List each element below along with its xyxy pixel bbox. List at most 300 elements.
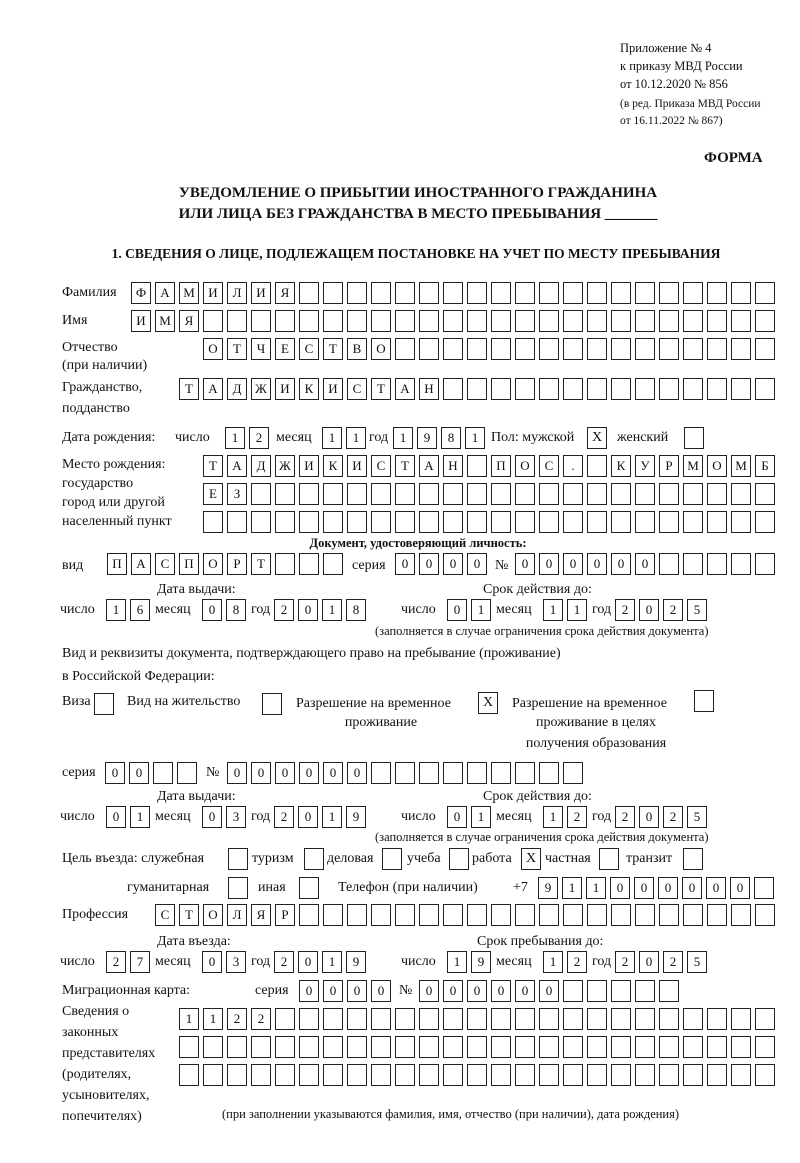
char-box[interactable] — [683, 511, 703, 533]
char-box[interactable]: С — [299, 338, 319, 360]
char-box[interactable] — [179, 1036, 199, 1058]
char-box[interactable] — [707, 1064, 727, 1086]
char-box[interactable] — [587, 483, 607, 505]
char-box[interactable]: Н — [419, 378, 439, 400]
purpose-private-checkbox[interactable] — [599, 848, 619, 870]
char-box[interactable]: В — [347, 338, 367, 360]
char-box[interactable] — [515, 338, 535, 360]
char-box[interactable] — [635, 511, 655, 533]
char-box[interactable]: О — [203, 904, 223, 926]
char-box[interactable]: С — [155, 904, 175, 926]
char-box[interactable] — [515, 282, 535, 304]
char-box[interactable] — [395, 904, 415, 926]
char-box[interactable] — [707, 282, 727, 304]
purpose-business-checkbox[interactable] — [382, 848, 402, 870]
char-box[interactable]: 0 — [443, 553, 463, 575]
char-box[interactable] — [731, 1036, 751, 1058]
char-box[interactable]: 2 — [274, 599, 294, 621]
char-box[interactable]: 0 — [323, 980, 343, 1002]
char-box[interactable] — [299, 1008, 319, 1030]
char-box[interactable] — [587, 1064, 607, 1086]
char-box[interactable]: 1 — [393, 427, 413, 449]
char-box[interactable] — [419, 483, 439, 505]
char-box[interactable] — [659, 1064, 679, 1086]
char-box[interactable] — [443, 338, 463, 360]
char-box[interactable] — [611, 1064, 631, 1086]
char-box[interactable] — [611, 904, 631, 926]
char-box[interactable]: Р — [275, 904, 295, 926]
char-box[interactable] — [611, 310, 631, 332]
char-box[interactable]: 1 — [567, 599, 587, 621]
char-box[interactable] — [515, 483, 535, 505]
char-box[interactable] — [539, 483, 559, 505]
char-box[interactable]: А — [419, 455, 439, 477]
sex-male-checkbox[interactable]: X — [587, 427, 607, 449]
char-box[interactable]: У — [635, 455, 655, 477]
char-box[interactable] — [467, 762, 487, 784]
char-box[interactable] — [419, 762, 439, 784]
char-box[interactable] — [515, 1008, 535, 1030]
char-box[interactable]: Е — [203, 483, 223, 505]
char-box[interactable]: 1 — [586, 877, 606, 899]
char-box[interactable] — [563, 282, 583, 304]
char-box[interactable]: Я — [251, 904, 271, 926]
char-box[interactable]: А — [395, 378, 415, 400]
char-box[interactable] — [443, 1008, 463, 1030]
char-box[interactable]: 1 — [543, 806, 563, 828]
char-box[interactable] — [659, 1036, 679, 1058]
char-box[interactable] — [491, 762, 511, 784]
char-box[interactable] — [275, 310, 295, 332]
char-box[interactable] — [755, 1008, 775, 1030]
char-box[interactable] — [323, 511, 343, 533]
char-box[interactable] — [635, 904, 655, 926]
char-box[interactable]: 2 — [663, 599, 683, 621]
char-box[interactable] — [635, 1008, 655, 1030]
char-box[interactable] — [467, 282, 487, 304]
char-box[interactable] — [563, 1008, 583, 1030]
char-box[interactable]: 0 — [347, 980, 367, 1002]
char-box[interactable] — [683, 378, 703, 400]
char-box[interactable]: 8 — [441, 427, 461, 449]
char-box[interactable] — [635, 1036, 655, 1058]
char-box[interactable] — [515, 1036, 535, 1058]
char-box[interactable] — [659, 904, 679, 926]
char-box[interactable] — [491, 282, 511, 304]
char-box[interactable]: 0 — [611, 553, 631, 575]
char-box[interactable] — [707, 511, 727, 533]
char-box[interactable] — [755, 1064, 775, 1086]
char-box[interactable]: 1 — [322, 806, 342, 828]
char-box[interactable] — [659, 980, 679, 1002]
char-box[interactable] — [203, 511, 223, 533]
char-box[interactable] — [563, 980, 583, 1002]
char-box[interactable] — [467, 310, 487, 332]
char-box[interactable]: 0 — [106, 806, 126, 828]
purpose-official-checkbox[interactable] — [228, 848, 248, 870]
char-box[interactable] — [659, 310, 679, 332]
char-box[interactable]: С — [347, 378, 367, 400]
char-box[interactable]: Р — [227, 553, 247, 575]
char-box[interactable] — [611, 980, 631, 1002]
char-box[interactable]: 0 — [419, 980, 439, 1002]
char-box[interactable] — [707, 1008, 727, 1030]
char-box[interactable] — [371, 1008, 391, 1030]
char-box[interactable] — [635, 282, 655, 304]
char-box[interactable] — [371, 511, 391, 533]
char-box[interactable] — [443, 282, 463, 304]
char-box[interactable]: 0 — [443, 980, 463, 1002]
char-box[interactable]: И — [299, 455, 319, 477]
char-box[interactable]: 1 — [179, 1008, 199, 1030]
char-box[interactable]: 2 — [249, 427, 269, 449]
char-box[interactable] — [539, 1064, 559, 1086]
char-box[interactable]: 2 — [615, 599, 635, 621]
purpose-tourism-checkbox[interactable] — [304, 848, 324, 870]
char-box[interactable]: Ф — [131, 282, 151, 304]
char-box[interactable] — [659, 282, 679, 304]
char-box[interactable] — [419, 1036, 439, 1058]
char-box[interactable] — [755, 904, 775, 926]
char-box[interactable]: 9 — [417, 427, 437, 449]
char-box[interactable] — [419, 1064, 439, 1086]
char-box[interactable] — [587, 1036, 607, 1058]
char-box[interactable]: М — [683, 455, 703, 477]
char-box[interactable] — [419, 1008, 439, 1030]
char-box[interactable]: 0 — [347, 762, 367, 784]
char-box[interactable]: 8 — [226, 599, 246, 621]
char-box[interactable]: Н — [443, 455, 463, 477]
char-box[interactable] — [371, 282, 391, 304]
char-box[interactable]: 5 — [687, 806, 707, 828]
char-box[interactable]: К — [299, 378, 319, 400]
char-box[interactable] — [371, 904, 391, 926]
char-box[interactable] — [251, 1036, 271, 1058]
char-box[interactable] — [347, 1064, 367, 1086]
char-box[interactable]: 0 — [610, 877, 630, 899]
char-box[interactable] — [419, 904, 439, 926]
char-box[interactable]: А — [131, 553, 151, 575]
char-box[interactable]: 0 — [299, 980, 319, 1002]
char-box[interactable] — [587, 980, 607, 1002]
char-box[interactable] — [635, 483, 655, 505]
char-box[interactable] — [153, 762, 173, 784]
char-box[interactable] — [347, 282, 367, 304]
char-box[interactable] — [659, 1008, 679, 1030]
char-box[interactable] — [683, 282, 703, 304]
char-box[interactable] — [563, 1064, 583, 1086]
char-box[interactable] — [347, 904, 367, 926]
char-box[interactable]: Я — [179, 310, 199, 332]
char-box[interactable]: 0 — [467, 553, 487, 575]
char-box[interactable]: 2 — [615, 951, 635, 973]
char-box[interactable] — [515, 1064, 535, 1086]
purpose-work-checkbox[interactable]: X — [521, 848, 541, 870]
char-box[interactable]: И — [251, 282, 271, 304]
char-box[interactable]: 0 — [298, 951, 318, 973]
char-box[interactable]: 1 — [471, 599, 491, 621]
char-box[interactable]: 9 — [346, 951, 366, 973]
char-box[interactable]: 0 — [202, 951, 222, 973]
char-box[interactable]: 0 — [730, 877, 750, 899]
char-box[interactable]: 5 — [687, 951, 707, 973]
char-box[interactable]: Б — [755, 455, 775, 477]
char-box[interactable] — [539, 1036, 559, 1058]
char-box[interactable]: А — [227, 455, 247, 477]
char-box[interactable] — [611, 511, 631, 533]
char-box[interactable] — [755, 282, 775, 304]
purpose-humanitarian-checkbox[interactable] — [228, 877, 248, 899]
purpose-other-checkbox[interactable] — [299, 877, 319, 899]
char-box[interactable] — [419, 282, 439, 304]
char-box[interactable] — [707, 1036, 727, 1058]
char-box[interactable]: 2 — [663, 806, 683, 828]
char-box[interactable] — [731, 553, 751, 575]
char-box[interactable]: . — [563, 455, 583, 477]
char-box[interactable]: 0 — [105, 762, 125, 784]
char-box[interactable] — [563, 511, 583, 533]
char-box[interactable]: И — [131, 310, 151, 332]
char-box[interactable] — [683, 483, 703, 505]
char-box[interactable] — [707, 310, 727, 332]
char-box[interactable] — [323, 483, 343, 505]
char-box[interactable] — [395, 1064, 415, 1086]
char-box[interactable] — [443, 904, 463, 926]
char-box[interactable]: Ч — [251, 338, 271, 360]
char-box[interactable] — [563, 310, 583, 332]
char-box[interactable]: 1 — [322, 427, 342, 449]
char-box[interactable]: 0 — [323, 762, 343, 784]
char-box[interactable]: 1 — [322, 599, 342, 621]
char-box[interactable] — [515, 378, 535, 400]
char-box[interactable] — [515, 904, 535, 926]
char-box[interactable]: 1 — [225, 427, 245, 449]
char-box[interactable]: 5 — [687, 599, 707, 621]
char-box[interactable]: С — [155, 553, 175, 575]
char-box[interactable] — [707, 483, 727, 505]
char-box[interactable]: 0 — [658, 877, 678, 899]
char-box[interactable] — [323, 904, 343, 926]
char-box[interactable] — [347, 310, 367, 332]
char-box[interactable]: 1 — [471, 806, 491, 828]
char-box[interactable] — [395, 310, 415, 332]
char-box[interactable] — [299, 282, 319, 304]
char-box[interactable]: О — [707, 455, 727, 477]
char-box[interactable]: 0 — [227, 762, 247, 784]
char-box[interactable]: С — [371, 455, 391, 477]
char-box[interactable] — [659, 378, 679, 400]
char-box[interactable] — [227, 1036, 247, 1058]
char-box[interactable] — [491, 1036, 511, 1058]
char-box[interactable] — [467, 1064, 487, 1086]
char-box[interactable] — [395, 483, 415, 505]
char-box[interactable] — [227, 511, 247, 533]
char-box[interactable] — [275, 483, 295, 505]
char-box[interactable] — [707, 904, 727, 926]
visa-checkbox[interactable] — [94, 693, 114, 715]
char-box[interactable] — [635, 1064, 655, 1086]
char-box[interactable] — [299, 511, 319, 533]
char-box[interactable] — [395, 511, 415, 533]
char-box[interactable] — [419, 310, 439, 332]
char-box[interactable] — [563, 762, 583, 784]
char-box[interactable]: 0 — [202, 599, 222, 621]
char-box[interactable] — [467, 1036, 487, 1058]
char-box[interactable]: Т — [179, 904, 199, 926]
char-box[interactable] — [563, 483, 583, 505]
char-box[interactable]: 8 — [346, 599, 366, 621]
char-box[interactable]: 1 — [543, 599, 563, 621]
char-box[interactable]: 2 — [227, 1008, 247, 1030]
char-box[interactable]: Е — [275, 338, 295, 360]
char-box[interactable]: 1 — [322, 951, 342, 973]
char-box[interactable] — [587, 282, 607, 304]
char-box[interactable] — [755, 553, 775, 575]
char-box[interactable]: 2 — [567, 806, 587, 828]
char-box[interactable] — [611, 1008, 631, 1030]
char-box[interactable] — [587, 1008, 607, 1030]
char-box[interactable]: 1 — [543, 951, 563, 973]
char-box[interactable]: 0 — [706, 877, 726, 899]
char-box[interactable] — [251, 1064, 271, 1086]
char-box[interactable] — [731, 310, 751, 332]
char-box[interactable] — [707, 553, 727, 575]
purpose-transit-checkbox[interactable] — [683, 848, 703, 870]
char-box[interactable] — [467, 904, 487, 926]
char-box[interactable]: З — [227, 483, 247, 505]
char-box[interactable] — [251, 483, 271, 505]
char-box[interactable] — [683, 553, 703, 575]
char-box[interactable] — [323, 1008, 343, 1030]
char-box[interactable] — [371, 762, 391, 784]
char-box[interactable] — [611, 1036, 631, 1058]
char-box[interactable] — [707, 378, 727, 400]
char-box[interactable]: 0 — [682, 877, 702, 899]
char-box[interactable]: 1 — [447, 951, 467, 973]
char-box[interactable]: 0 — [395, 553, 415, 575]
char-box[interactable]: Т — [371, 378, 391, 400]
char-box[interactable] — [491, 1008, 511, 1030]
purpose-study-checkbox[interactable] — [449, 848, 469, 870]
char-box[interactable]: Т — [203, 455, 223, 477]
char-box[interactable] — [467, 338, 487, 360]
char-box[interactable]: Р — [659, 455, 679, 477]
char-box[interactable] — [467, 378, 487, 400]
char-box[interactable] — [371, 1064, 391, 1086]
char-box[interactable] — [443, 310, 463, 332]
char-box[interactable]: Д — [227, 378, 247, 400]
char-box[interactable] — [443, 483, 463, 505]
char-box[interactable] — [395, 1036, 415, 1058]
char-box[interactable] — [299, 553, 319, 575]
char-box[interactable]: О — [203, 338, 223, 360]
char-box[interactable]: 0 — [491, 980, 511, 1002]
char-box[interactable] — [395, 338, 415, 360]
char-box[interactable] — [611, 378, 631, 400]
char-box[interactable]: 2 — [274, 806, 294, 828]
char-box[interactable] — [731, 1008, 751, 1030]
char-box[interactable]: 2 — [251, 1008, 271, 1030]
char-box[interactable] — [275, 1064, 295, 1086]
char-box[interactable] — [395, 282, 415, 304]
char-box[interactable] — [203, 1064, 223, 1086]
char-box[interactable] — [563, 904, 583, 926]
char-box[interactable]: 0 — [419, 553, 439, 575]
char-box[interactable] — [731, 282, 751, 304]
char-box[interactable] — [467, 1008, 487, 1030]
char-box[interactable]: И — [275, 378, 295, 400]
char-box[interactable] — [275, 1036, 295, 1058]
char-box[interactable]: 0 — [202, 806, 222, 828]
char-box[interactable]: Т — [179, 378, 199, 400]
char-box[interactable] — [707, 338, 727, 360]
char-box[interactable]: Т — [395, 455, 415, 477]
char-box[interactable] — [731, 1064, 751, 1086]
char-box[interactable]: 1 — [465, 427, 485, 449]
char-box[interactable]: О — [515, 455, 535, 477]
char-box[interactable] — [611, 483, 631, 505]
char-box[interactable] — [587, 904, 607, 926]
char-box[interactable] — [587, 378, 607, 400]
char-box[interactable]: 0 — [539, 980, 559, 1002]
char-box[interactable] — [347, 1036, 367, 1058]
char-box[interactable] — [491, 378, 511, 400]
char-box[interactable] — [731, 338, 751, 360]
char-box[interactable] — [467, 483, 487, 505]
char-box[interactable] — [539, 282, 559, 304]
char-box[interactable]: 1 — [562, 877, 582, 899]
char-box[interactable] — [683, 338, 703, 360]
char-box[interactable]: Т — [227, 338, 247, 360]
char-box[interactable] — [539, 904, 559, 926]
char-box[interactable]: Д — [251, 455, 271, 477]
char-box[interactable] — [491, 310, 511, 332]
char-box[interactable]: Ж — [251, 378, 271, 400]
char-box[interactable] — [323, 282, 343, 304]
char-box[interactable] — [587, 455, 607, 477]
char-box[interactable] — [491, 483, 511, 505]
char-box[interactable]: 2 — [567, 951, 587, 973]
char-box[interactable] — [515, 762, 535, 784]
char-box[interactable] — [347, 1008, 367, 1030]
char-box[interactable] — [275, 1008, 295, 1030]
char-box[interactable]: 1 — [203, 1008, 223, 1030]
char-box[interactable] — [491, 338, 511, 360]
char-box[interactable]: И — [347, 455, 367, 477]
char-box[interactable]: Л — [227, 904, 247, 926]
char-box[interactable] — [443, 1064, 463, 1086]
char-box[interactable]: П — [491, 455, 511, 477]
char-box[interactable] — [227, 1064, 247, 1086]
char-box[interactable] — [563, 378, 583, 400]
char-box[interactable] — [587, 310, 607, 332]
char-box[interactable]: А — [203, 378, 223, 400]
char-box[interactable] — [179, 1064, 199, 1086]
char-box[interactable]: 0 — [371, 980, 391, 1002]
char-box[interactable] — [755, 511, 775, 533]
char-box[interactable] — [177, 762, 197, 784]
char-box[interactable]: 6 — [130, 599, 150, 621]
char-box[interactable] — [731, 904, 751, 926]
char-box[interactable] — [251, 511, 271, 533]
char-box[interactable] — [683, 1064, 703, 1086]
char-box[interactable] — [539, 511, 559, 533]
char-box[interactable]: Я — [275, 282, 295, 304]
char-box[interactable] — [635, 310, 655, 332]
char-box[interactable]: 0 — [447, 806, 467, 828]
char-box[interactable] — [443, 1036, 463, 1058]
char-box[interactable]: А — [155, 282, 175, 304]
